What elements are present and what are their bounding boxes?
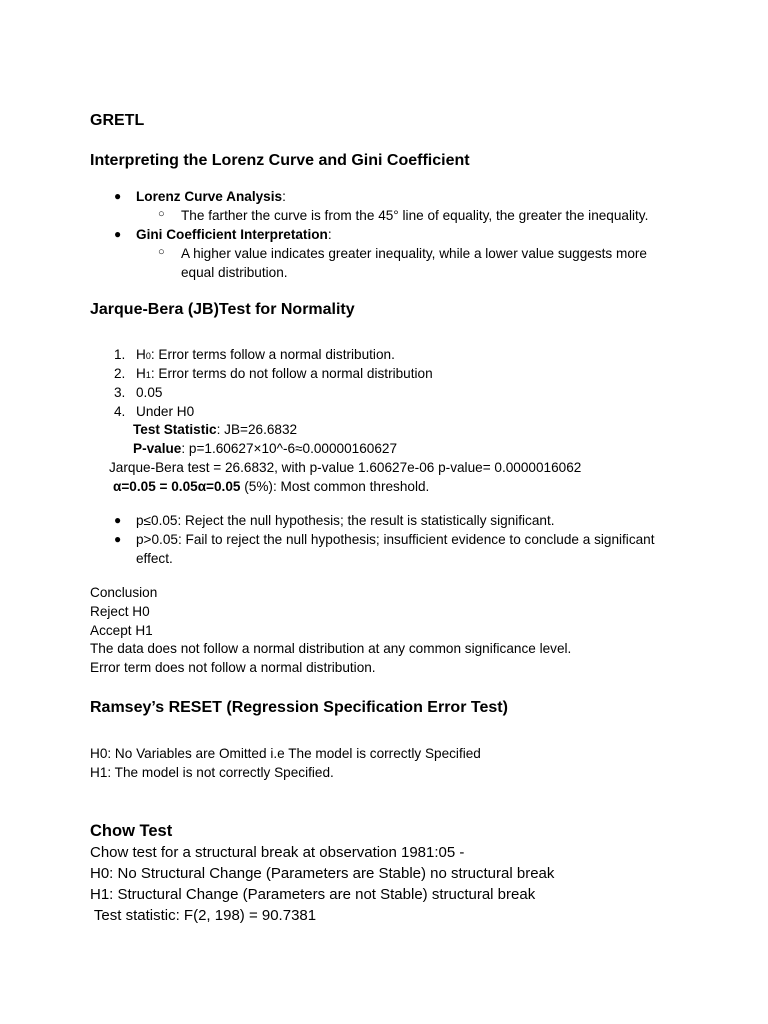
alpha-value: α=0.05 = 0.05α=0.05 [113, 479, 241, 494]
ramsey-h1: H1: The model is not correctly Specified. [90, 765, 334, 780]
lorenz-heading: Interpreting the Lorenz Curve and Gini Coefficient [90, 152, 470, 169]
chow-heading: Chow Test [90, 822, 173, 840]
alpha-description: (5%): Most common threshold. [240, 479, 430, 494]
h-symbol: H [136, 347, 146, 362]
test-statistic-line [133, 420, 297, 439]
chow-line-4: Test statistic: F(2, 198) = 90.7381 [90, 907, 317, 924]
h-subscript: 1 [145, 370, 151, 380]
p-value-value: : p=1.60627×10^-6≈0.00000160627 [181, 441, 398, 456]
jb-list-item-1 [136, 345, 395, 366]
document-title: GRETL [90, 112, 145, 129]
bullet-dot-icon: ● [114, 227, 122, 241]
chow-line-2: H0: No Structural Change (Parameters are Stable) no structural break [90, 865, 555, 882]
chow-line-3: H1: Structural Change (Parameters are not Stable) structural break [90, 886, 536, 903]
decision-rule-2: p>0.05: Fail to reject the null hypothesis; insufficient evidence to conclude a significant effect. [136, 532, 655, 566]
lorenz-item-1 [136, 187, 286, 206]
conclusion-line-2: Reject H0 [90, 604, 150, 619]
chow-line-1: Chow test for a structural break at observation 1981:05 - [90, 844, 465, 861]
test-statistic-value: : JB=26.6832 [216, 422, 298, 437]
h-subscript: 0 [145, 351, 151, 361]
conclusion-line-1: Conclusion [90, 585, 158, 600]
jb-list-item-2 [136, 364, 433, 385]
lorenz-item-1-sub: The farther the curve is from the 45° line of equality, the greater the inequality. [181, 208, 649, 223]
alpha-line [113, 477, 429, 496]
jb-heading: Jarque-Bera (JB)Test for Normality [90, 301, 355, 318]
ramsey-heading: Ramsey’s RESET (Regression Specification Error Test) [90, 699, 508, 716]
lorenz-item-1-colon: : [282, 189, 286, 204]
lorenz-item-2-label: Gini Coefficient Interpretation [136, 227, 328, 242]
jb-list-num-3: 3. [114, 385, 126, 400]
lorenz-item-1-label: Lorenz Curve Analysis [136, 189, 283, 204]
jb-list-item-4: Under H0 [136, 404, 195, 419]
bullet-circle-icon: ○ [158, 246, 165, 258]
lorenz-item-2 [136, 225, 332, 244]
bullet-circle-icon: ○ [158, 208, 165, 220]
jb-list-item-1-text: : Error terms follow a normal distribution. [150, 347, 395, 362]
bullet-dot-icon: ● [114, 532, 122, 546]
lorenz-item-2-sub: A higher value indicates greater inequality, while a lower value suggests more equal distribution. [181, 246, 647, 280]
test-statistic-label: Test Statistic [133, 422, 217, 437]
h-symbol: H [136, 366, 146, 381]
p-value-line [133, 439, 397, 458]
bullet-dot-icon: ● [114, 189, 122, 203]
conclusion-line-4: The data does not follow a normal distribution at any common significance level. [90, 641, 572, 656]
jb-list-item-2-text: : Error terms do not follow a normal distribution [150, 366, 433, 381]
decision-rule-1: p≤0.05: Reject the null hypothesis; the result is statistically significant. [136, 513, 555, 528]
lorenz-item-2-colon: : [327, 227, 332, 242]
jb-list-num-1: 1. [114, 347, 126, 362]
ramsey-h0: H0: No Variables are Omitted i.e The model is correctly Specified [90, 746, 481, 761]
jb-list-num-2: 2. [114, 366, 126, 381]
jb-list-num-4: 4. [114, 404, 126, 419]
jb-test-result: Jarque-Bera test = 26.6832, with p-value 1.60627e-06 p-value= 0.0000016062 [109, 460, 582, 475]
conclusion-line-5: Error term does not follow a normal distribution. [90, 660, 376, 675]
conclusion-line-3: Accept H1 [90, 623, 153, 638]
p-value-label: P-value [133, 441, 182, 456]
jb-list-item-3: 0.05 [136, 385, 163, 400]
bullet-dot-icon: ● [114, 513, 122, 527]
